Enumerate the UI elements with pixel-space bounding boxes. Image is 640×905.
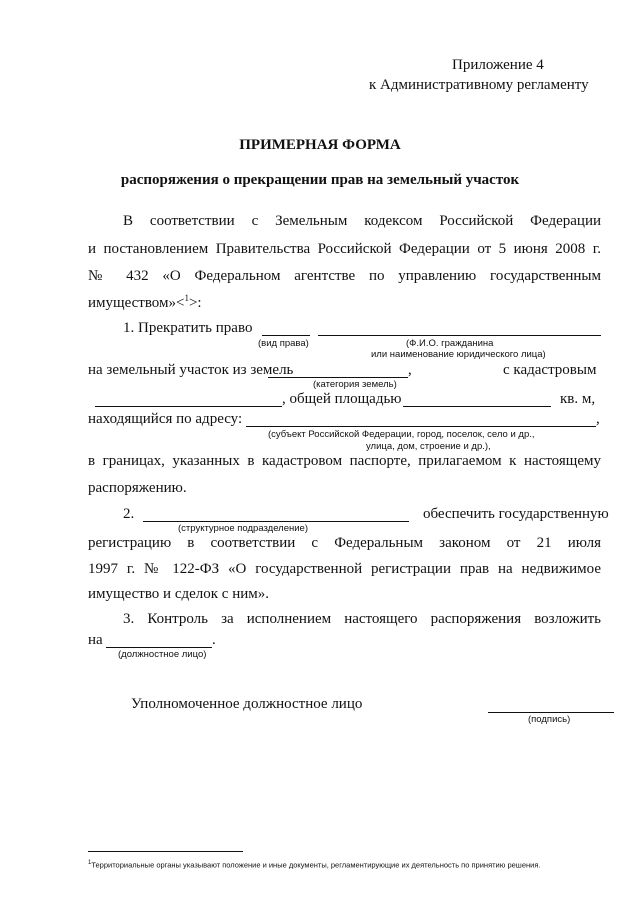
footnote-divider xyxy=(88,851,243,852)
area-text: , общей площадью xyxy=(282,391,402,407)
caption-holder-name-1: (Ф.И.О. гражданина xyxy=(406,338,494,349)
caption-address-2: улица, дом, строение и др.), xyxy=(366,441,491,452)
item3-line-1: 3. Контроль за исполнением настоящего распоряжения возложить xyxy=(123,611,601,627)
caption-address-1: (субъект Российской Федерации, город, поселок, село и др., xyxy=(268,429,535,440)
item3-dot: . xyxy=(212,632,216,648)
cadastral-number-blank[interactable] xyxy=(95,406,282,407)
caption-right-type: (вид права) xyxy=(258,338,309,349)
holder-name-blank[interactable] xyxy=(318,335,601,336)
land-category-blank[interactable] xyxy=(268,377,408,378)
right-type-blank[interactable] xyxy=(262,335,310,336)
form-title: ПРИМЕРНАЯ ФОРМА xyxy=(239,137,401,153)
form-subtitle: распоряжения о прекращении прав на земельный участок xyxy=(120,172,520,188)
comma-2: , xyxy=(596,411,600,427)
land-from-text: на земельный участок из земель xyxy=(88,362,294,378)
intro-line-4: имуществом»<$^1$>: xyxy=(88,293,202,311)
appendix-number: Приложение 4 xyxy=(452,57,544,73)
cadastral-text: с кадастровым xyxy=(503,362,597,378)
item1-label: 1. Прекратить право xyxy=(123,320,253,336)
item2-ensure: обеспечить государственную xyxy=(423,506,609,522)
area-blank[interactable] xyxy=(403,406,551,407)
footnote-text: $^1$Территориальные органы указывают положение и иные документы, регламентирующие их деятельность по принятию решения. xyxy=(88,860,541,870)
caption-land-category: (категория земель) xyxy=(313,379,397,390)
intro-line-3: № 432 «О Федеральном агентстве по управлению государственным xyxy=(88,268,601,284)
caption-official: (должностное лицо) xyxy=(118,649,207,660)
signature-blank[interactable] xyxy=(488,712,614,713)
intro-line-2: и постановлением Правительства Российской Федерации от 5 июня 2008 г. xyxy=(88,241,601,257)
item3-on: на xyxy=(88,632,103,648)
caption-signature: (подпись) xyxy=(528,714,571,725)
regulation-reference: к Административному регламенту xyxy=(369,77,589,93)
comma-1: , xyxy=(408,362,412,378)
signature-label: Уполномоченное должностное лицо xyxy=(131,696,363,712)
item2-line-4: имущество и сделок с ним». xyxy=(88,586,269,602)
bounds-line-1: в границах, указанных в кадастровом паспорте, прилагаемом к настоящему xyxy=(88,453,601,469)
address-text: находящийся по адресу: xyxy=(88,411,243,427)
official-blank[interactable] xyxy=(106,647,212,648)
caption-structural-unit: (структурное подразделение) xyxy=(178,523,308,534)
intro-line-1: В соответствии с Земельным кодексом Российской Федерации xyxy=(123,213,601,229)
item2-line-3: 1997 г. № 122-ФЗ «О государственной регистрации прав на недвижимое xyxy=(88,561,601,577)
address-blank[interactable] xyxy=(246,426,596,427)
item2-number: 2. xyxy=(123,506,135,522)
structural-unit-blank[interactable] xyxy=(143,521,409,522)
bounds-line-2: распоряжению. xyxy=(88,480,187,496)
footnote-ref: 1 xyxy=(184,293,189,303)
unit-text: кв. м, xyxy=(560,391,596,407)
item2-line-2: регистрацию в соответствии с Федеральным законом от 21 июля xyxy=(88,535,601,551)
caption-holder-name-2: или наименование юридического лица) xyxy=(371,349,546,360)
